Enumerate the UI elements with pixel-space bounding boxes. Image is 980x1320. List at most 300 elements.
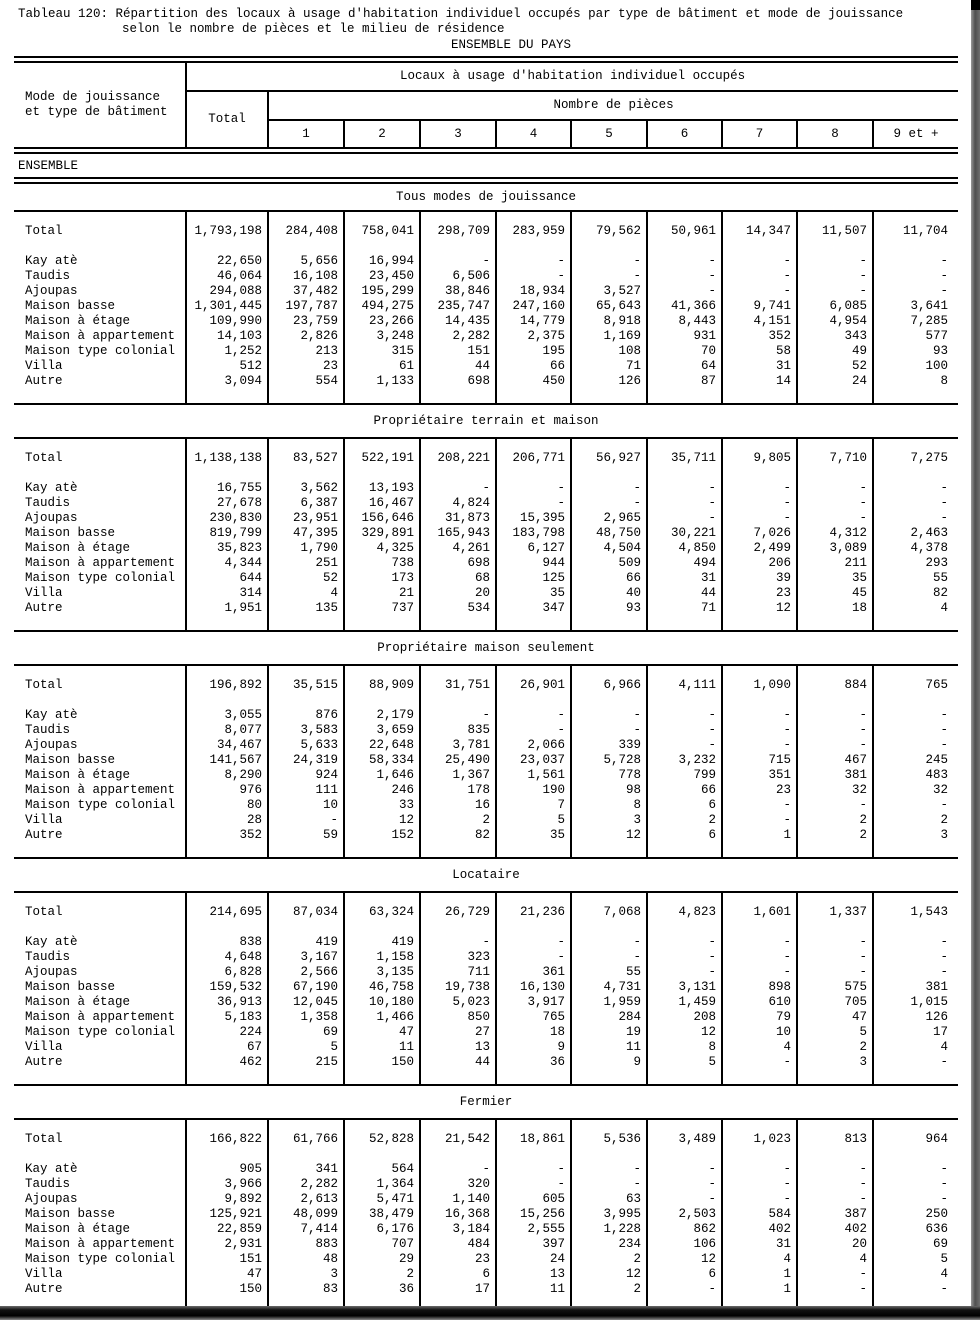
value-cell: 944 <box>496 556 571 571</box>
spacer-cell <box>420 893 496 905</box>
spacer-cell <box>496 212 571 224</box>
value-cell: 4,261 <box>420 541 496 556</box>
value-cell: 2,931 <box>186 1237 268 1252</box>
value-cell: 196,892 <box>186 678 268 693</box>
table-row <box>14 783 958 798</box>
value-cell: 44 <box>420 359 496 374</box>
value-cell: 47 <box>186 1267 268 1282</box>
value-cell: 2,066 <box>496 738 571 753</box>
value-cell: - <box>647 1282 722 1297</box>
spacer-cell <box>571 893 647 905</box>
value-cell: 898 <box>722 980 797 995</box>
value-cell: 2 <box>873 813 958 828</box>
value-cell: - <box>722 1177 797 1192</box>
value-cell: 83 <box>268 1282 344 1297</box>
spacer-cell <box>420 439 496 451</box>
value-cell: - <box>496 1177 571 1192</box>
value-cell: 1,790 <box>268 541 344 556</box>
value-cell: 3,135 <box>344 965 420 980</box>
spacer-cell <box>797 466 873 481</box>
value-cell: 8,918 <box>571 314 647 329</box>
spacer-cell <box>344 843 420 858</box>
table-row <box>14 254 958 269</box>
spacer-cell <box>420 1147 496 1162</box>
value-cell: 4 <box>722 1040 797 1055</box>
table-row <box>14 1192 958 1207</box>
value-cell: 44 <box>647 586 722 601</box>
spacer-cell <box>268 616 344 631</box>
table-row <box>14 1207 958 1222</box>
value-cell: 698 <box>420 374 496 389</box>
value-cell: 924 <box>268 768 344 783</box>
table-row <box>14 314 958 329</box>
spacer-cell <box>268 389 344 404</box>
value-cell: - <box>722 708 797 723</box>
value-cell: - <box>420 481 496 496</box>
value-cell: 22,648 <box>344 738 420 753</box>
value-cell: 778 <box>571 768 647 783</box>
header-piece-column: 6 <box>647 120 722 147</box>
value-cell: 234 <box>571 1237 647 1252</box>
value-cell: 5 <box>647 1055 722 1070</box>
value-cell: - <box>797 950 873 965</box>
spacer-cell <box>14 239 186 254</box>
table-sections <box>14 184 958 1313</box>
value-cell: 2,282 <box>420 329 496 344</box>
value-cell: 195 <box>496 344 571 359</box>
value-cell: 12 <box>344 813 420 828</box>
value-cell: - <box>496 481 571 496</box>
value-cell: 4 <box>722 1252 797 1267</box>
table-row <box>14 1040 958 1055</box>
table-row <box>14 1010 958 1025</box>
row-label: Taudis <box>25 496 71 510</box>
value-cell: 6,085 <box>797 299 873 314</box>
value-cell: 819,799 <box>186 526 268 541</box>
spacer-cell <box>344 239 420 254</box>
table-row <box>14 299 958 314</box>
spacer-cell <box>268 893 344 905</box>
value-cell: 6 <box>647 798 722 813</box>
value-cell: - <box>797 481 873 496</box>
value-cell: 522,191 <box>344 451 420 466</box>
value-cell: 14,103 <box>186 329 268 344</box>
value-cell: - <box>722 950 797 965</box>
section-title: Locataire <box>14 859 958 893</box>
value-cell: 48,099 <box>268 1207 344 1222</box>
header-mode-type-label <box>14 63 186 147</box>
value-cell: 48,750 <box>571 526 647 541</box>
spacer-cell <box>496 693 571 708</box>
value-cell: 707 <box>344 1237 420 1252</box>
value-cell: - <box>797 284 873 299</box>
value-cell: 40 <box>571 586 647 601</box>
value-cell: 13 <box>420 1040 496 1055</box>
value-cell: 484 <box>420 1237 496 1252</box>
value-cell: 71 <box>647 601 722 616</box>
value-cell: - <box>571 481 647 496</box>
value-cell: - <box>873 481 958 496</box>
value-cell: 343 <box>797 329 873 344</box>
value-cell: 18 <box>797 601 873 616</box>
value-cell: - <box>647 496 722 511</box>
spacer-cell <box>14 843 186 858</box>
value-cell: 298,709 <box>420 224 496 239</box>
value-cell: 9 <box>496 1040 571 1055</box>
spacer-cell <box>420 843 496 858</box>
value-cell: 125 <box>496 571 571 586</box>
spacer-cell <box>496 666 571 678</box>
value-cell: - <box>797 738 873 753</box>
spacer-cell <box>722 466 797 481</box>
value-cell: 151 <box>186 1252 268 1267</box>
value-cell: 1,367 <box>420 768 496 783</box>
value-cell: 108 <box>571 344 647 359</box>
value-cell: 3,489 <box>647 1132 722 1147</box>
header-pieces-label: Nombre de pièces <box>268 91 958 120</box>
table-row <box>14 526 958 541</box>
spacer-cell <box>647 843 722 858</box>
value-cell: 38,479 <box>344 1207 420 1222</box>
header-piece-column: 7 <box>722 120 797 147</box>
value-cell: 1,466 <box>344 1010 420 1025</box>
spacer-cell <box>647 239 722 254</box>
value-cell: 876 <box>268 708 344 723</box>
double-rule <box>14 56 958 63</box>
value-cell: 83,527 <box>268 451 344 466</box>
row-label: Maison type colonial <box>25 798 176 812</box>
spacer-row <box>14 212 958 224</box>
value-cell: 3,917 <box>496 995 571 1010</box>
value-cell: 2 <box>344 1267 420 1282</box>
value-cell: 711 <box>420 965 496 980</box>
value-cell: 2,555 <box>496 1222 571 1237</box>
value-cell: 1,252 <box>186 344 268 359</box>
value-cell: 5,656 <box>268 254 344 269</box>
value-cell: 1,364 <box>344 1177 420 1192</box>
value-cell: - <box>571 254 647 269</box>
value-cell: - <box>797 1282 873 1297</box>
value-cell: 1 <box>722 828 797 843</box>
spacer-cell <box>873 439 958 451</box>
row-label: Ajoupas <box>25 738 78 752</box>
value-cell: 59 <box>268 828 344 843</box>
value-cell: 3,232 <box>647 753 722 768</box>
value-cell: - <box>647 1162 722 1177</box>
value-cell: 17 <box>420 1282 496 1297</box>
spacer-cell <box>186 212 268 224</box>
spacer-cell <box>873 1120 958 1132</box>
value-cell: 3,094 <box>186 374 268 389</box>
spacer-cell <box>571 1070 647 1085</box>
spacer-cell <box>873 389 958 404</box>
value-cell: 3 <box>268 1267 344 1282</box>
row-label: Total <box>25 224 63 238</box>
value-cell: - <box>420 708 496 723</box>
table-row <box>14 828 958 843</box>
value-cell: 28 <box>186 813 268 828</box>
value-cell: 11 <box>344 1040 420 1055</box>
value-cell: 13,193 <box>344 481 420 496</box>
value-cell: 24 <box>496 1252 571 1267</box>
table-row <box>14 1162 958 1177</box>
value-cell: 35 <box>797 571 873 586</box>
value-cell: 715 <box>722 753 797 768</box>
spacer-row <box>14 1120 958 1132</box>
table-row <box>14 571 958 586</box>
value-cell: 314 <box>186 586 268 601</box>
spacer-cell <box>722 920 797 935</box>
value-cell: 246 <box>344 783 420 798</box>
spacer-cell <box>344 439 420 451</box>
spacer-cell <box>722 1147 797 1162</box>
value-cell: 1 <box>722 1282 797 1297</box>
value-cell: 2 <box>420 813 496 828</box>
value-cell: - <box>722 284 797 299</box>
table-row <box>14 813 958 828</box>
value-cell: 284 <box>571 1010 647 1025</box>
value-cell: - <box>797 496 873 511</box>
value-cell: 1,601 <box>722 905 797 920</box>
row-label: Autre <box>25 828 63 842</box>
spacer-row <box>14 693 958 708</box>
value-cell: 575 <box>797 980 873 995</box>
value-cell: - <box>797 708 873 723</box>
value-cell: 341 <box>268 1162 344 1177</box>
value-cell: - <box>496 254 571 269</box>
value-cell: 35 <box>496 828 571 843</box>
value-cell: - <box>797 935 873 950</box>
value-cell: 3,184 <box>420 1222 496 1237</box>
value-cell: - <box>722 496 797 511</box>
value-cell: 5 <box>873 1252 958 1267</box>
row-label: Ajoupas <box>25 1192 78 1206</box>
value-cell: 884 <box>797 678 873 693</box>
value-cell: 36 <box>344 1282 420 1297</box>
value-cell: 12,045 <box>268 995 344 1010</box>
value-cell: 1,337 <box>797 905 873 920</box>
value-cell: 46,064 <box>186 269 268 284</box>
value-cell: 14,779 <box>496 314 571 329</box>
value-cell: - <box>722 935 797 950</box>
value-cell: 215 <box>268 1055 344 1070</box>
value-cell: 2,499 <box>722 541 797 556</box>
table-row <box>14 678 958 693</box>
value-cell: 577 <box>873 329 958 344</box>
value-cell: - <box>797 798 873 813</box>
row-label: Villa <box>25 813 63 827</box>
value-cell: 9,892 <box>186 1192 268 1207</box>
spacer-cell <box>873 1147 958 1162</box>
spacer-cell <box>186 893 268 905</box>
value-cell: 352 <box>722 329 797 344</box>
spacer-row <box>14 893 958 905</box>
spacer-cell <box>344 893 420 905</box>
table-row <box>14 995 958 1010</box>
value-cell: - <box>722 723 797 738</box>
value-cell: 8,443 <box>647 314 722 329</box>
value-cell: 88,909 <box>344 678 420 693</box>
value-cell: 2,566 <box>268 965 344 980</box>
value-cell: - <box>722 1192 797 1207</box>
row-label: Total <box>25 905 63 919</box>
value-cell: 12 <box>571 1267 647 1282</box>
table-header <box>14 63 958 147</box>
value-cell: 636 <box>873 1222 958 1237</box>
value-cell: 554 <box>268 374 344 389</box>
value-cell: 208 <box>647 1010 722 1025</box>
spacer-cell <box>420 920 496 935</box>
value-cell: 293 <box>873 556 958 571</box>
spacer-cell <box>797 666 873 678</box>
value-cell: 16,467 <box>344 496 420 511</box>
value-cell: - <box>647 269 722 284</box>
value-cell: 35 <box>496 586 571 601</box>
value-cell: 813 <box>797 1132 873 1147</box>
value-cell: 23,450 <box>344 269 420 284</box>
value-cell: 5 <box>268 1040 344 1055</box>
scan-border-corner <box>971 0 980 10</box>
value-cell: 1,646 <box>344 768 420 783</box>
spacer-cell <box>797 1070 873 1085</box>
table-row <box>14 1222 958 1237</box>
value-cell: 509 <box>571 556 647 571</box>
value-cell: 3,167 <box>268 950 344 965</box>
row-label: Taudis <box>25 1177 71 1191</box>
value-cell: 2 <box>797 1040 873 1055</box>
value-cell: - <box>797 1177 873 1192</box>
value-cell: - <box>420 935 496 950</box>
value-cell: 584 <box>722 1207 797 1222</box>
value-cell: 9,805 <box>722 451 797 466</box>
value-cell: 66 <box>571 571 647 586</box>
table-row <box>14 798 958 813</box>
value-cell: 3 <box>797 1055 873 1070</box>
value-cell: 419 <box>268 935 344 950</box>
table-row <box>14 905 958 920</box>
group-label-ensemble: ENSEMBLE <box>18 158 79 173</box>
table-row <box>14 284 958 299</box>
spacer-cell <box>496 843 571 858</box>
value-cell: - <box>722 269 797 284</box>
value-cell: 323 <box>420 950 496 965</box>
value-cell: 69 <box>268 1025 344 1040</box>
value-cell: 7,285 <box>873 314 958 329</box>
value-cell: 8,290 <box>186 768 268 783</box>
value-cell: 1 <box>722 1267 797 1282</box>
row-label: Maison basse <box>25 526 116 540</box>
value-cell: 2 <box>571 1282 647 1297</box>
table-row <box>14 451 958 466</box>
spacer-cell <box>496 1120 571 1132</box>
table-row <box>14 374 958 389</box>
value-cell: 150 <box>186 1282 268 1297</box>
spacer-cell <box>268 920 344 935</box>
spacer-cell <box>268 1070 344 1085</box>
spacer-cell <box>722 239 797 254</box>
value-cell: 33 <box>344 798 420 813</box>
spacer-cell <box>420 212 496 224</box>
value-cell: 247,160 <box>496 299 571 314</box>
value-cell: - <box>873 1282 958 1297</box>
value-cell: - <box>722 481 797 496</box>
value-cell: - <box>873 950 958 965</box>
value-cell: - <box>571 708 647 723</box>
value-cell: 799 <box>647 768 722 783</box>
value-cell: - <box>571 1177 647 1192</box>
value-cell: 419 <box>344 935 420 950</box>
double-rule <box>14 147 958 154</box>
table-row <box>14 496 958 511</box>
spacer-cell <box>496 1070 571 1085</box>
value-cell: 195,299 <box>344 284 420 299</box>
value-cell: 4 <box>873 601 958 616</box>
spacer-cell <box>268 693 344 708</box>
value-cell: 5,183 <box>186 1010 268 1025</box>
spacer-cell <box>571 843 647 858</box>
value-cell: 10 <box>268 798 344 813</box>
document-title <box>14 0 958 53</box>
spacer-cell <box>647 212 722 224</box>
value-cell: 30,221 <box>647 526 722 541</box>
value-cell: 3,659 <box>344 723 420 738</box>
value-cell: 835 <box>420 723 496 738</box>
row-label: Taudis <box>25 723 71 737</box>
spacer-cell <box>797 1120 873 1132</box>
spacer-cell <box>873 693 958 708</box>
spacer-row <box>14 466 958 481</box>
value-cell: - <box>797 1162 873 1177</box>
value-cell: 8 <box>873 374 958 389</box>
spacer-cell <box>571 1147 647 1162</box>
spacer-cell <box>268 212 344 224</box>
row-label: Maison basse <box>25 980 116 994</box>
spacer-cell <box>873 1070 958 1085</box>
row-label: Maison à étage <box>25 1222 131 1236</box>
value-cell: - <box>647 254 722 269</box>
value-cell: 5,728 <box>571 753 647 768</box>
value-cell: 1,158 <box>344 950 420 965</box>
spacer-cell <box>496 616 571 631</box>
value-cell: 1,015 <box>873 995 958 1010</box>
value-cell: - <box>647 738 722 753</box>
spacer-row <box>14 1147 958 1162</box>
value-cell: 2,179 <box>344 708 420 723</box>
value-cell: 245 <box>873 753 958 768</box>
value-cell: 3,562 <box>268 481 344 496</box>
table-section <box>14 859 958 1086</box>
value-cell: 402 <box>722 1222 797 1237</box>
spacer-cell <box>797 920 873 935</box>
value-cell: - <box>722 798 797 813</box>
table-row <box>14 511 958 526</box>
value-cell: 1,951 <box>186 601 268 616</box>
section-table <box>14 893 958 1086</box>
value-cell: 6,176 <box>344 1222 420 1237</box>
value-cell: 16,755 <box>186 481 268 496</box>
value-cell: 3,131 <box>647 980 722 995</box>
spacer-cell <box>344 466 420 481</box>
value-cell: - <box>873 798 958 813</box>
table-row <box>14 541 958 556</box>
value-cell: 2,503 <box>647 1207 722 1222</box>
value-cell: 79,562 <box>571 224 647 239</box>
row-label: Maison type colonial <box>25 571 176 585</box>
value-cell: - <box>722 511 797 526</box>
value-cell: 3,641 <box>873 299 958 314</box>
spacer-cell <box>420 666 496 678</box>
spacer-cell <box>14 1070 186 1085</box>
